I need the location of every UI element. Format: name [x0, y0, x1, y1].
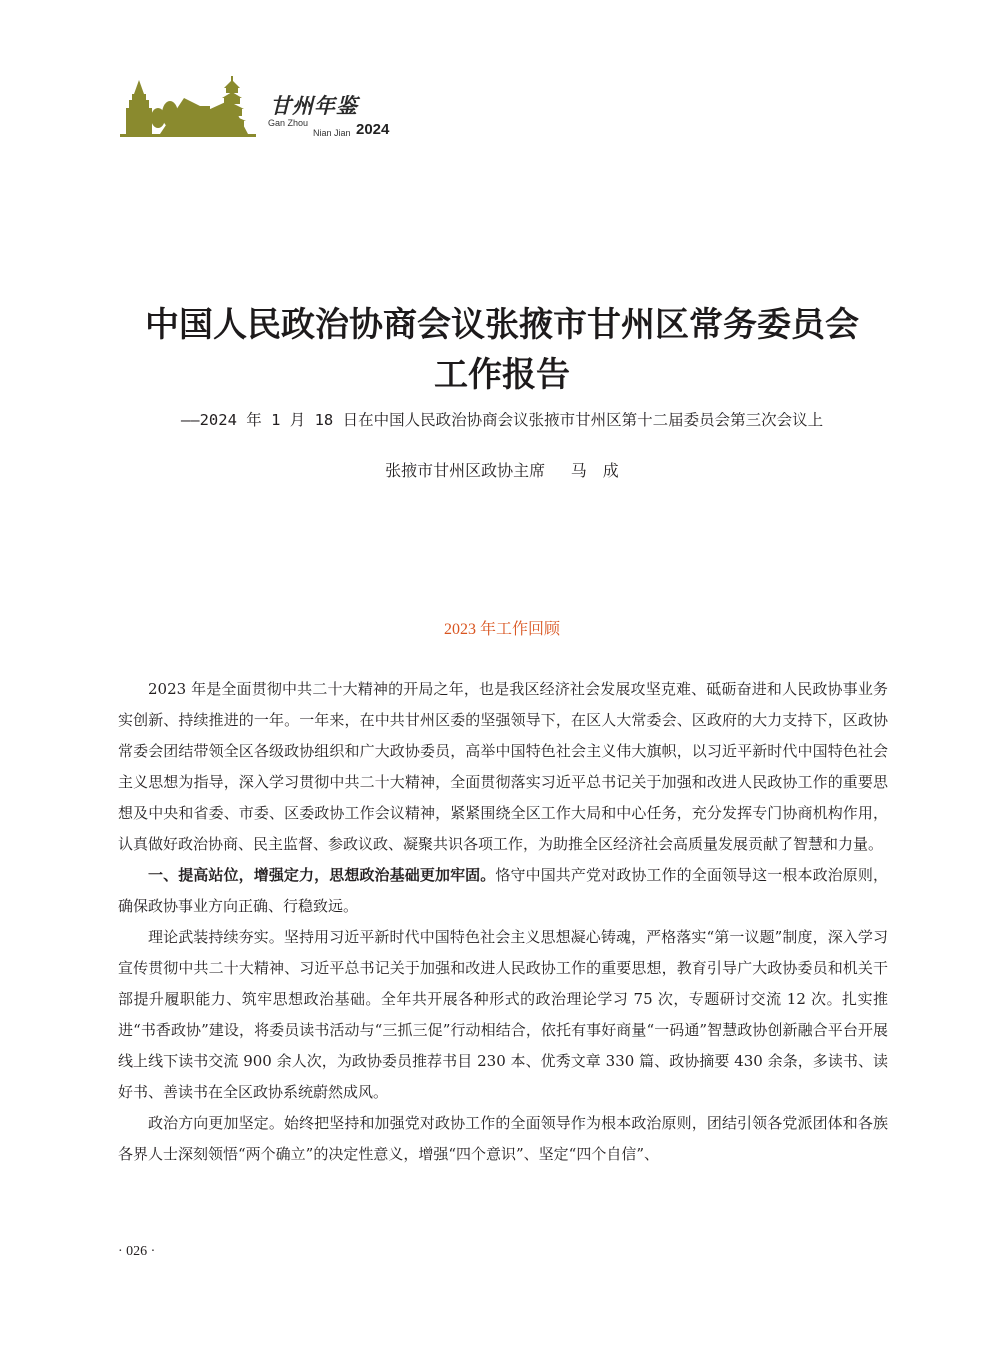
paragraph-text: 政治方向更加坚定。始终把坚持和加强党对政协工作的全面领导作为根本政治原则，团结引领各党派团体和各族各界人士深刻领悟“两个确立”的决定性意义，增强“四个意识”、坚定“四个自信”、 [118, 1114, 888, 1163]
pagoda-landscape-logo [120, 70, 260, 142]
yearbook-title-en-2: Nian Jian [313, 128, 351, 138]
body-text [118, 674, 888, 1170]
report-title-line-1: 中国人民政治协商会议张掖市甘州区常务委员会 [145, 305, 859, 345]
yearbook-year: 2024 [356, 121, 390, 138]
section-heading: 2023 年工作回顾 [443, 621, 560, 638]
report-subtitle: ——2024 年 1 月 18 日在中国人民政治协商会议张掖市甘州区第十二届委员会第三次会议上 [180, 411, 824, 429]
paragraph [118, 674, 888, 860]
report-author: 张掖市甘州区政协主席 马 成 [385, 461, 619, 480]
paragraph [118, 922, 888, 1108]
paragraph-text: 理论武装持续夯实。坚持用习近平新时代中国特色社会主义思想凝心铸魂，严格落实“第一议题”制度，深入学习宣传贯彻中共二十大精神、习近平总书记关于加强和改进人民政协工作的重要思想，教育引导广大政协委员和机关干部提升履职能力、筑牢思想政治基础。全年共开展各种形式的政治理论学习 75 次，专题研讨交流 12 次。扎实推进“书香政协”建设，将委员读书活动与“三抓三促”行动相结合，依托有事好商量“一码通”智慧政协创新融合平台开展线上线下读书交流 900 余人次，为政协委员推荐书目 230 本、优秀文章 330 篇、政协摘要 430 余条，多读书、读好书、善读书在全区政协系统蔚然成风。 [118, 928, 888, 1101]
paragraph [118, 860, 888, 922]
report-title-line-2: 工作报告 [434, 355, 570, 395]
page-number: · 026 · [118, 1244, 156, 1259]
paragraph [118, 1108, 888, 1170]
yearbook-title: 甘州年鉴 [270, 93, 358, 118]
report-title [60, 300, 944, 400]
paragraph-text: 恪守中国共产党对政协工作的全面领导这一根本政治原则，确保政协事业方向正确、行稳致远。 [118, 866, 888, 915]
yearbook-header [120, 70, 420, 150]
yearbook-title-en-1: Gan Zhou [268, 118, 309, 128]
paragraph-text: 2023 年是全面贯彻中共二十大精神的开局之年，也是我区经济社会发展攻坚克难、砥砺奋进和人民政协事业务实创新、持续推进的一年。一年来，在中共甘州区委的坚强领导下，在区人大常委会、区政府的大力支持下，区政协常委会团结带领全区各级政协组织和广大政协委员，高举中国特色社会主义伟大旗帜，以习近平新时代中国特色社会主义思想为指导，深入学习贯彻中共二十大精神，全面贯彻落实习近平总书记关于加强和改进人民政协工作的重要思想及中央和省委、市委、区委政协工作会议精神，紧紧围绕全区工作大局和中心任务，充分发挥专门协商机构作用，认真做好政治协商、民主监督、参政议政、凝聚共识各项工作，为助推全区经济社会高质量发展贡献了智慧和力量。 [118, 680, 888, 853]
paragraph-lead: 一、提高站位，增强定力，思想政治基础更加牢固。 [148, 866, 496, 884]
